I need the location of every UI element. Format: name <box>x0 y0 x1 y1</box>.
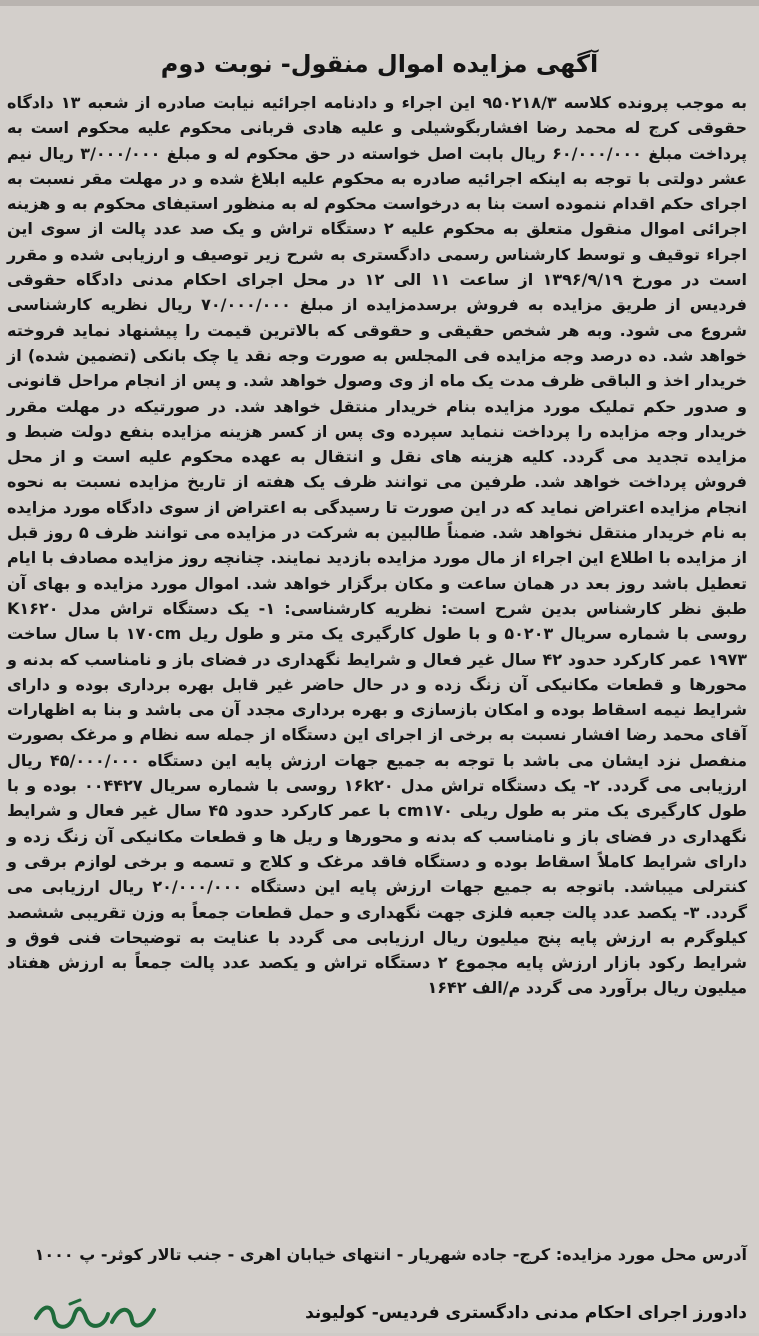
notice-title: آگهی مزایده اموال منقول- نوبت دوم <box>160 50 599 78</box>
handwritten-signature <box>30 1296 160 1336</box>
auction-address: آدرس محل مورد مزایده: کرج- جاده شهریار - انتهای خیابان اهری - جنب تالار کوثر- پ ۱۰۰۰ <box>34 1245 747 1264</box>
issuer-name: دادورز اجرای احکام مدنی دادگستری فردیس- کولیوند <box>305 1303 747 1323</box>
notice-body-text: به موجب پرونده کلاسه ۹۵۰۲۱۸/۳ این اجراء و دادنامه اجرائیه نیابت صادره از شعبه ۱۳ دادگاه حقوقی کرج له محمد رضا افشاربگوشیلی و علیه هادی قربانی محکوم علیه محکوم است به پرداخت مبلغ ۶۰/۰۰۰/۰۰۰ ریال بابت اصل خواسته در حق محکوم له و مبلغ ۳/۰۰۰/۰۰۰ ریال نیم عشر دولتی با توجه به اینکه اجرائیه صادره به محکوم علیه ابلاغ شده و در مهلت مقر نسبت به اجرای حکم اقدام ننموده است بنا به درخواست محکوم له به منظور استیفای محکوم به و هزینه اجرائی اموال منقول متعلق به محکوم علیه ۲ دستگاه تراش و یک صد عدد پالت از سوی این اجراء توقیف و توسط کارشناس رسمی دادگستری به شرح زیر توصیف و ارزیابی شده و مقرر است در مورخ ۱۳۹۶/۹/۱۹ از ساعت ۱۱ الی ۱۲ در محل اجرای احکام مدنی دادگاه حقوقی فردیس از طریق مزایده به فروش برسدمزایده از مبلغ ۷۰/۰۰۰/۰۰۰ ریال نظریه کارشناسی شروع می شود. وبه هر شخص حقیقی و حقوقی که بالاترین قیمت را پیشنهاد نماید فروخته خواهد شد. ده درصد وجه مزایده فی المجلس به صورت وجه نقد یا چک بانکی (تضمین شده) از خریدار اخذ و الباقی ظرف مدت یک ماه از وی وصول خواهد شد. و پس از انجام مراحل قانونی و صدور حکم تملیک مورد مزایده بنام خریدار منتقل خواهد شد. در صورتیکه در مهلت مقرر خریدار وجه مزایده را پرداخت ننماید سپرده وی پس از کسر هزینه مزایده بنفع دولت ضبط و مزایده تجدید می گردد. کلیه هزینه های نقل و انتقال به عهده محکوم علیه است و از محل فروش پرداخت خواهد شد. طرفین می توانند ظرف یک هفته از تاریخ مزایده نسبت به نحوه انجام مزایده اعتراض نماید که در این صورت تا رسیدگی به اعتراض از سوی دادگاه مورد مزایده به نام خریدار منتقل نخواهد شد. ضمناً طالبین به شرکت در مزایده می توانند ظرف ۵ روز قبل از مزایده با اطلاع این اجراء از مال مورد مزایده بازدید نمایند. چنانچه روز مزایده مصادف با ایام تعطیل باشد روز بعد در همان ساعت و مکان برگزار خواهد شد. اموال مورد مزایده و بهای آن طبق نظر کارشناس بدین شرح است: نظریه کارشناسی: ۱- یک دستگاه تراش مدل K۱۶۲۰ روسی با شماره سریال ۵۰۲۰۳ و با طول کارگیری یک متر و طول ریل ۱۷۰cm با سال ساخت ۱۹۷۳ عمر کارکرد حدود ۴۲ سال غیر فعال و شرایط نگهداری در فضای باز و نامناسب که بدنه و محورها و قطعات مکانیکی آن زنگ زده و در حال حاضر غیر قابل بهره برداری بوده و دارای شرایط نیمه اسقاط بوده و امکان بازسازی و بهره برداری مجدد آن می باشد و بنا به اظهارات آقای محمد رضا افشار نسبت به برخی از اجرای این دستگاه از جمله سه نظام و مرغک بصورت منفصل نزد ایشان می باشد با توجه به جمیع جهات ارزش پایه این دستگاه ۴۵/۰۰۰/۰۰۰ ریال ارزیابی می گردد. ۲- یک دستگاه تراش مدل ۱۶k۲۰ روسی با شماره سریال ۰۰۴۴۲۷ بوده و با طول کارگیری یک متر به طول ریلی cm۱۷۰ با عمر کارکرد حدود ۴۵ سال غیر فعال و شرایط نگهداری در فضای باز و نامناسب که بدنه و محورها و ریل ها و قطعات مکانیکی آن زنگ زده و دارای شرایط کاملاً اسقاط بوده و دستگاه فاقد مرغک و کلاج و تسمه و برخی لوازم برقی و کنترلی میباشد. باتوجه به جمیع جهات ارزش پایه این دستگاه ۲۰/۰۰۰/۰۰۰ ریال ارزیابی می گردد. ۳- یکصد عدد پالت جعبه فلزی جهت نگهداری و حمل قطعات جمعاً به وزن تقریبی ششصد کیلوگرم به ارزش پایه پنج میلیون ریال ارزیابی می گردد با عنایت به توضیحات فنی فوق و شرایط رکود بازار ارزش پایه مجموع ۲ دستگاه تراش و یکصد عدد پالت جمعاً به ارزش هفتاد میلیون ریال برآورد می گردد م/الف ۱۶۴۲ <box>7 93 748 998</box>
notice-body <box>7 90 747 1001</box>
